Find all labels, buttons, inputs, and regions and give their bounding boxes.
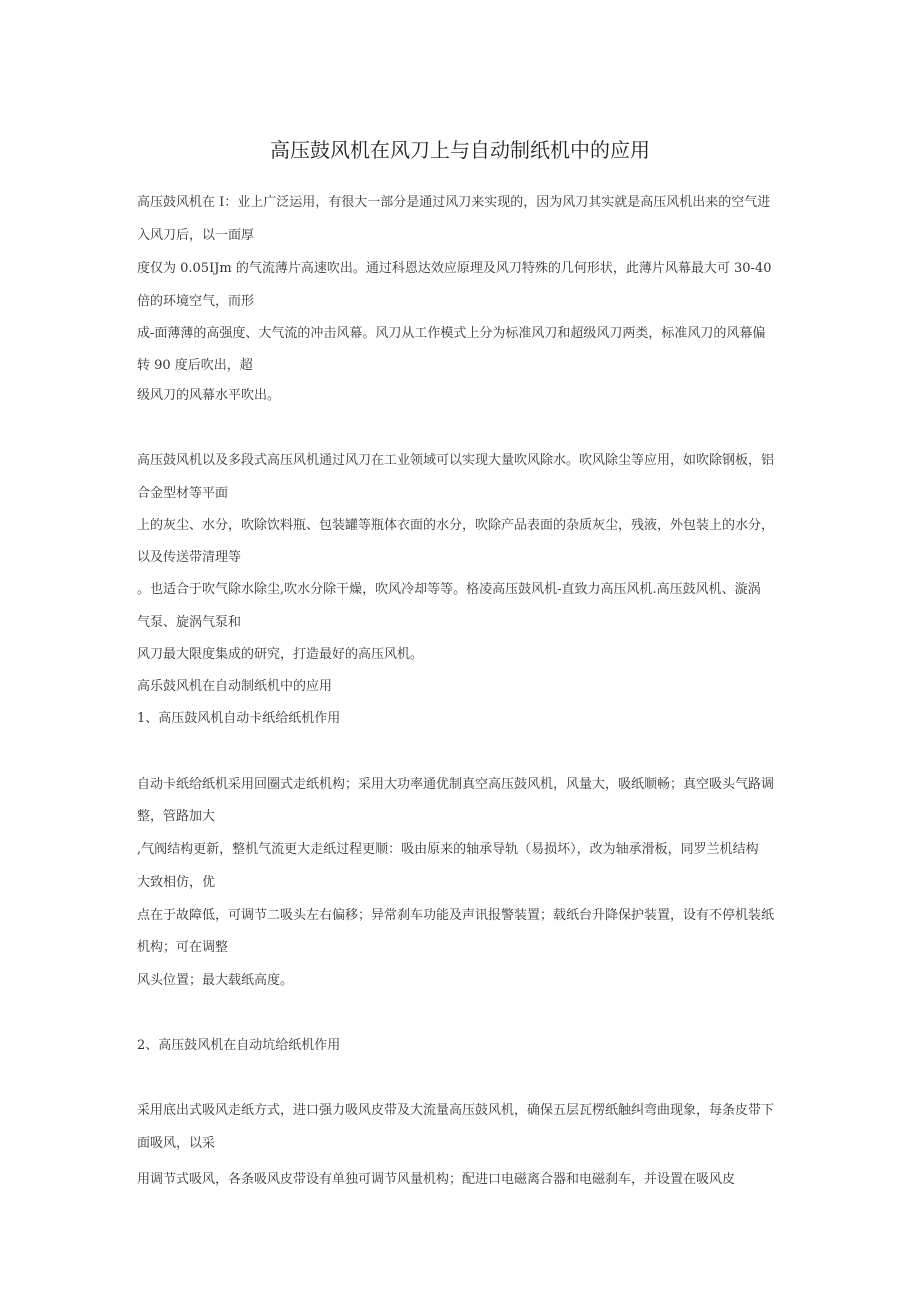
- text-line: 点在于故障低，可调节二吸头左右偏移；异常刹车功能及声讯报警装置；载纸台升降保护装置，设有不停机装纸: [137, 908, 775, 923]
- text-line: 倍的环境空气，而形: [137, 294, 255, 309]
- text-line: 入风刀后，以一面厚: [137, 228, 255, 243]
- section-heading: 2、高压鼓风机在自动坑给纸机作用: [137, 1038, 341, 1053]
- section-heading: 高乐鼓风机在自动制纸机中的应用: [137, 679, 333, 694]
- text-line: 高压鼓风机以及多段式高压风机通过风刀在工业领域可以实现大量吹风除水。吹风除尘等应用，如吹除钢板，铝: [137, 453, 775, 468]
- section-heading: 1、高压鼓风机自动卡纸给纸机作用: [137, 711, 341, 726]
- text-line: 合金型材等平面: [137, 486, 229, 501]
- text-line: 转 90 度后吹出，超: [137, 358, 253, 373]
- text-line: 自动卡纸给纸机采用回圈式走纸机构；采用大功率通优制真空高压鼓风机，风量大，吸纸顺畅；真空吸头气路调: [137, 777, 775, 792]
- text-line: 采用底出式吸风走纸方式，进口强力吸风皮带及大流量高压鼓风机，确保五层瓦楞纸触纠弯曲现象，每条皮带下: [137, 1103, 775, 1118]
- text-line: 气泵、旋涡气泵和: [137, 615, 242, 630]
- text-line: 机构；可在调整: [137, 940, 229, 955]
- text-line: 高压鼓风机在 I：业上广泛运用，有很大一部分是通过风刀来实现的，因为风刀其实就是高压风机出来的空气进: [137, 195, 771, 210]
- text-line: ,气阀结构更新，整机气流更大走纸过程更顺：吸由原来的轴承导轨（易损坏），改为轴承滑板，同罗兰机结构: [137, 842, 759, 857]
- text-line: 整，管路加大: [137, 809, 216, 824]
- text-line: 。也适合于吹气除水除尘,吹水分除干燥，吹风冷却等等。格凌高压鼓风机-直致力高压风机.高压鼓风机、漩涡: [137, 582, 761, 597]
- text-line: 以及传送带清理等: [137, 550, 242, 565]
- text-line: 度仅为 0.05IJm 的气流薄片高速吹出。通过科恩达效应原理及风刀特殊的几何形状，此薄片风幕最大可 30-40: [137, 261, 772, 276]
- text-line: 面吸风，以采: [137, 1136, 216, 1151]
- text-line: 用调节式吸风，各条吸风皮带设有单独可调节风量机构；配进口电磁离合器和电磁刹车，并设置在吸风皮: [137, 1172, 736, 1187]
- text-line: 上的灰尘、水分，吹除饮料瓶、包装罐等瓶体衣面的水分，吹除产品表面的杂质灰尘，残液，外包装上的水分，: [137, 518, 775, 533]
- text-line: 风头位置；最大载纸高度。: [137, 973, 294, 988]
- text-line: 大致相仿，优: [137, 875, 216, 890]
- text-line: 风刀最大限度集成的研究，打造最好的高压风机。: [137, 647, 424, 662]
- text-line: 级风刀的风幕水平吹出。: [137, 388, 281, 403]
- document-title: 高压鼓风机在风刀上与自动制纸机中的应用: [270, 138, 650, 162]
- text-line: 成-面薄薄的高强度、大气流的冲击风幕。风刀从工作模式上分为标准风刀和超级风刀两类，标准风刀的风幕偏: [137, 326, 766, 341]
